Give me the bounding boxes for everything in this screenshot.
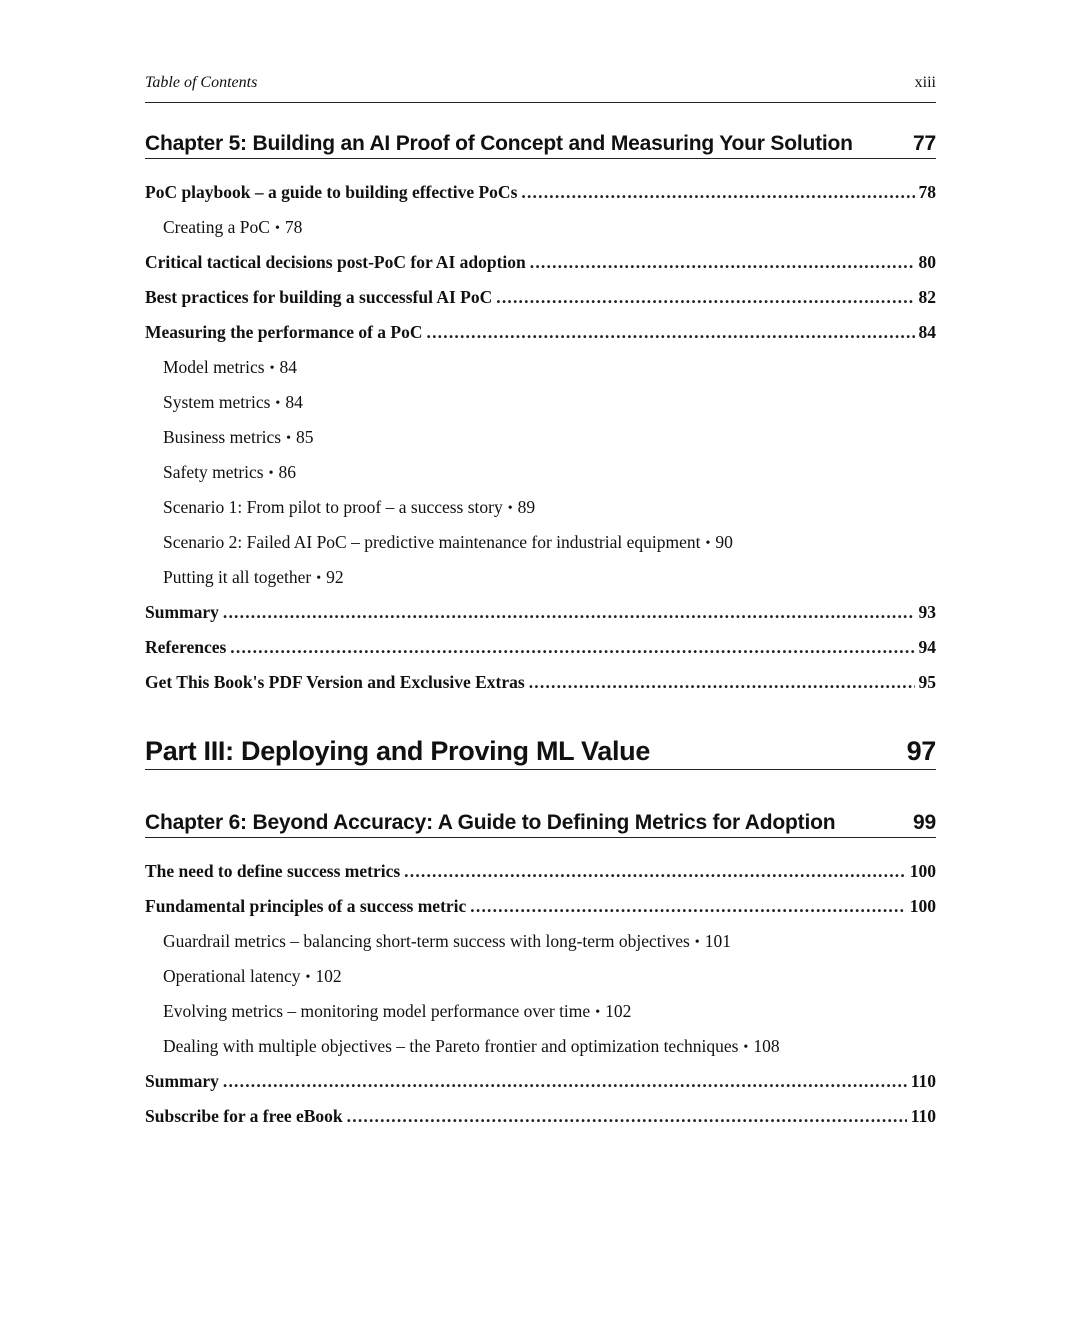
chapter-title: Chapter 6: Beyond Accuracy: A Guide to Defining Metrics for Adoption: [145, 811, 836, 834]
toc-entry-page: 94: [918, 637, 936, 657]
toc-entry-title: Summary: [145, 1069, 223, 1093]
toc-subentry-title: Scenario 1: From pilot to proof – a success story: [163, 497, 503, 517]
toc-entry[interactable]: [145, 1069, 936, 1093]
toc-subentry[interactable]: [163, 390, 954, 414]
dot-leader: [223, 600, 915, 624]
dot-leader: [230, 635, 914, 659]
toc-subentry-page: 84: [279, 357, 297, 377]
bullet-separator: •: [275, 396, 281, 411]
toc-entry-page: 82: [918, 287, 936, 307]
toc-subentry-page: 85: [296, 427, 314, 447]
toc-subentry-page: 102: [315, 966, 342, 986]
toc-entry[interactable]: [145, 285, 936, 309]
toc-subentry-title: Business metrics: [163, 427, 282, 447]
toc-entry[interactable]: [145, 320, 936, 344]
toc-entry-page: 100: [909, 861, 936, 881]
toc-subentry[interactable]: [163, 929, 954, 953]
part-title: Part III: Deploying and Proving ML Value: [145, 736, 651, 766]
toc-subentry-page: 84: [285, 392, 303, 412]
toc-entry-title: Best practices for building a successful AI PoC: [145, 285, 496, 309]
bullet-separator: •: [705, 536, 711, 551]
toc-subentry[interactable]: [163, 425, 954, 449]
toc-entry[interactable]: [145, 859, 936, 883]
toc-entry-title: Fundamental principles of a success metric: [145, 894, 470, 918]
toc-subentry[interactable]: [163, 565, 954, 589]
dot-leader: [496, 285, 914, 309]
running-title: Table of Contents: [145, 74, 258, 91]
chapter-page: 99: [913, 811, 936, 834]
toc-entry[interactable]: [145, 635, 936, 659]
toc-entry-page: 93: [918, 602, 936, 622]
toc-entry-page: 84: [918, 322, 936, 342]
chapter-6-heading[interactable]: [145, 805, 936, 838]
toc-subentry-title: System metrics: [163, 392, 271, 412]
chapter-page: 77: [913, 132, 936, 155]
toc-subentry-page: 108: [753, 1036, 780, 1056]
toc-subentry-title: Guardrail metrics – balancing short-term success with long-term objectives: [163, 931, 690, 951]
chapter-5-heading[interactable]: [145, 126, 936, 159]
toc-subentry[interactable]: [163, 964, 954, 988]
toc-subentry[interactable]: [163, 460, 954, 484]
toc-entry[interactable]: [145, 600, 936, 624]
toc-subentry[interactable]: [163, 1034, 954, 1058]
toc-subentry-title: Dealing with multiple objectives – the Pareto frontier and optimization techniques: [163, 1036, 739, 1056]
dot-leader: [347, 1104, 907, 1128]
bullet-separator: •: [595, 1005, 601, 1020]
toc-subentry-title: Evolving metrics – monitoring model performance over time: [163, 1001, 591, 1021]
bullet-separator: •: [305, 970, 311, 985]
toc-subentry-page: 102: [605, 1001, 632, 1021]
dot-leader: [530, 250, 915, 274]
toc-entry[interactable]: [145, 1104, 936, 1128]
toc-entry-title: Critical tactical decisions post-PoC for AI adoption: [145, 250, 530, 274]
running-header: [145, 74, 936, 103]
dot-leader: [427, 320, 915, 344]
toc-subentry-title: Creating a PoC: [163, 217, 270, 237]
toc-entry-title: Subscribe for a free eBook: [145, 1104, 347, 1128]
toc-entry-title: PoC playbook – a guide to building effective PoCs: [145, 180, 521, 204]
bullet-separator: •: [286, 431, 292, 446]
bullet-separator: •: [316, 571, 322, 586]
page-number: xiii: [914, 74, 936, 91]
toc-entry[interactable]: [145, 670, 936, 694]
bullet-separator: •: [269, 361, 275, 376]
toc-entry-title: References: [145, 635, 230, 659]
bullet-separator: •: [274, 221, 280, 236]
toc-entry-title: The need to define success metrics: [145, 859, 404, 883]
dot-leader: [521, 180, 914, 204]
toc-entry-page: 95: [918, 672, 936, 692]
toc-subentry-title: Safety metrics: [163, 462, 264, 482]
toc-entry-page: 80: [918, 252, 936, 272]
chapter-title: Chapter 5: Building an AI Proof of Concept and Measuring Your Solution: [145, 132, 853, 155]
toc-subentry-page: 101: [704, 931, 731, 951]
bullet-separator: •: [694, 935, 700, 950]
bullet-separator: •: [268, 466, 274, 481]
bullet-separator: •: [743, 1040, 749, 1055]
dot-leader: [404, 859, 906, 883]
toc-subentry[interactable]: [163, 495, 954, 519]
toc-subentry-page: 86: [278, 462, 296, 482]
toc-entry-page: 100: [909, 896, 936, 916]
toc-entry-page: 110: [910, 1106, 936, 1126]
toc-subentry[interactable]: [163, 355, 954, 379]
toc-entry-title: Get This Book's PDF Version and Exclusive Extras: [145, 670, 529, 694]
toc-subentry-page: 78: [284, 217, 303, 237]
toc-entry-title: Measuring the performance of a PoC: [145, 320, 427, 344]
toc-entry-page: 78: [918, 182, 936, 202]
toc-entry-page: 110: [910, 1071, 936, 1091]
toc-entry-title: Summary: [145, 600, 223, 624]
toc-subentry-page: 89: [517, 497, 536, 517]
part-page: 97: [906, 736, 936, 766]
bullet-separator: •: [507, 501, 513, 516]
toc-subentry[interactable]: [163, 215, 954, 239]
toc-subentry-title: Scenario 2: Failed AI PoC – predictive maintenance for industrial equipment: [163, 532, 701, 552]
toc-subentry-page: 92: [326, 567, 344, 587]
toc-subentry-title: Operational latency: [163, 966, 301, 986]
dot-leader: [529, 670, 915, 694]
toc-entry[interactable]: [145, 894, 936, 918]
toc-entry[interactable]: [145, 250, 936, 274]
part-3-heading[interactable]: [145, 729, 936, 770]
toc-subentry[interactable]: [163, 999, 954, 1023]
toc-subentry-page: 90: [715, 532, 733, 552]
toc-entry[interactable]: [145, 180, 936, 204]
toc-subentry-title: Putting it all together: [163, 567, 312, 587]
toc-subentry[interactable]: [163, 530, 954, 554]
toc-subentry-title: Model metrics: [163, 357, 265, 377]
dot-leader: [223, 1069, 907, 1093]
dot-leader: [470, 894, 905, 918]
